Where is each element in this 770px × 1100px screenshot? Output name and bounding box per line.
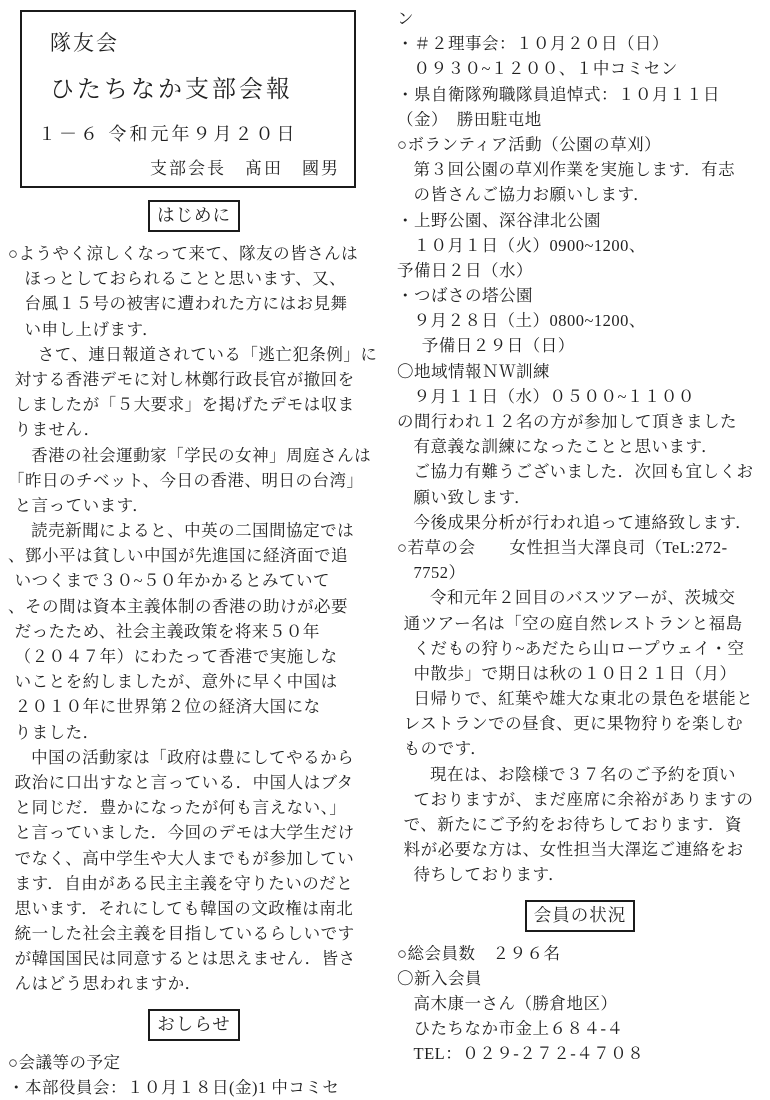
text-line: の皆さんご協力お願いします． [413, 185, 651, 205]
text-line: 7752） [413, 563, 466, 583]
text-line: 統一した社会主義を目指しているらしいです [14, 924, 355, 944]
text-line: ・つばさの塔公園 [397, 286, 533, 306]
text-line: いつくまで３０~５０年かかるとみていて [14, 571, 331, 591]
text-line: 〇地域情報ＮＷ訓練 [397, 361, 550, 381]
text-line: ひたちなか市金上６８４-４ [413, 1019, 624, 1039]
text-line: 思います．それにしても韓国の文政権は南北 [14, 898, 354, 918]
text-line: 政治に口出すなと言っている．中国人はブタ [14, 772, 354, 792]
text-line: だったため、社会主義政策を将来５０年 [14, 621, 320, 641]
text-line: ○総会員数 ２９６名 [397, 943, 561, 963]
text-line: 、その間は資本主義体制の香港の助けが必要 [8, 596, 348, 616]
masthead-box [20, 10, 356, 188]
text-line: ・本部役員会：１０月１８日(金)1 中コミセ [8, 1077, 340, 1097]
branch-president: 支部会長 髙田 國男 [150, 159, 340, 178]
intro-body [8, 241, 380, 997]
text-line: 願い致します． [413, 487, 532, 507]
text-line: 〇新入会員 [397, 968, 482, 988]
text-line: の間行われ１２名の方が参加して頂きました [397, 412, 737, 431]
text-line: 読売新聞によると、中英の二国間協定では [31, 521, 355, 541]
text-line: ・＃２理事会：１０月２０日（日） [397, 34, 669, 54]
section-heading-wrap-members [397, 900, 763, 932]
text-line: 有意義な訓練になったことと思います． [413, 437, 719, 457]
text-line: ・県自衛隊殉職隊員追悼式：１０月１１日 [397, 84, 720, 104]
section-heading-wrap-notices [8, 1009, 380, 1041]
left-column [8, 0, 380, 1100]
text-line: 中散歩」で期日は秋の１０日２１日（月） [413, 663, 737, 683]
text-line: ２０１０年に世界第２位の経済大国にな [14, 697, 321, 717]
text-line: りました． [14, 722, 100, 742]
text-line: 今後成果分析が行われ追って連絡致します． [413, 512, 753, 532]
text-line: ○会議等の予定 [8, 1052, 121, 1072]
text-line: ○ボランティア活動（公園の草刈） [397, 134, 662, 154]
text-line: 対する香港デモに対し林鄭行政長官が撤回を [14, 369, 355, 389]
section-heading-intro: はじめに [148, 200, 240, 232]
text-line: い申し上げます． [24, 319, 160, 339]
text-line: ものです． [403, 739, 488, 759]
text-line: 日帰りで、紅葉や雄大な東北の景色を堪能と [413, 689, 754, 709]
text-line: レストランでの昼食、更に果物狩りを楽しむ [403, 714, 744, 734]
text-line: 令和元年２回目のバスツアーが、茨城交 [430, 588, 736, 608]
issue-date: １－６ 令和元年９月２０日 [38, 124, 298, 144]
text-line: 香港の社会運動家「学民の女神」周庭さんは [31, 445, 372, 465]
text-line: んはどう思われますか． [14, 974, 202, 994]
text-line: さて、連日報道されている「逃亡犯条例」に [37, 344, 378, 364]
text-line: 高木康一さん（勝倉地区） [413, 993, 618, 1013]
organization-name: 隊友会 [50, 31, 119, 55]
text-line: ます．自由がある民主主義を守りたいのだと [14, 873, 354, 893]
members-body [397, 941, 763, 1067]
text-line: ン [397, 9, 414, 28]
text-line: くだもの狩り~あだたら山ロープウェイ・空 [413, 638, 745, 658]
newsletter-title: ひたちなか支部会報 [50, 77, 293, 103]
text-line: ておりますが、まだ座席に余裕がありますの [413, 789, 754, 809]
text-line: 現在は、お陰様で３７名のご予約を頂い [430, 764, 736, 784]
notices-body-left [8, 1050, 380, 1100]
text-line: でなく、高中学生や大人までもが参加してい [14, 848, 355, 868]
right-column [397, 0, 763, 1067]
text-line: 料が必要な方は、女性担当大澤迄ご連絡をお [403, 840, 744, 860]
text-line: 予備日２９日（日） [421, 336, 575, 356]
text-line: 予備日２日（水） [397, 260, 533, 280]
text-line: ほっとしておられることと思います、又、 [24, 269, 347, 289]
text-line: ご協力有難うございました．次回も宜しくお [413, 462, 754, 482]
text-line: りません． [14, 420, 101, 440]
section-heading-wrap-intro [8, 200, 380, 232]
section-heading-notices: おしらせ [148, 1009, 239, 1041]
text-line: と言っていました．今回のデモは大学生だけ [14, 823, 355, 843]
notices-body-right [397, 0, 763, 888]
text-line: ○ようやく涼しくなって来て、隊友の皆さんは [8, 244, 359, 263]
section-heading-members: 会員の状況 [525, 900, 636, 932]
text-line: と言っています． [14, 495, 150, 515]
text-line: １０月１日（火）0900~1200、 [413, 235, 646, 255]
text-line: 、鄧小平は貧しい中国が先進国に経済面で追 [8, 546, 348, 566]
text-line: ９月１１日（水）０５００~１１００ [413, 386, 695, 406]
text-line: 「昨日のチベット、今日の香港、明日の台湾」 [8, 470, 364, 490]
text-line: 中国の活動家は「政府は豊にしてやるから [31, 747, 355, 767]
text-line: ・上野公園、深谷津北公園 [397, 210, 601, 230]
text-line: ０９３０~１２００、１中コミセン [413, 59, 678, 79]
text-line: が韓国国民は同意するとは思えません．皆さ [14, 949, 356, 969]
text-line: 第３回公園の草刈作業を実施します．有志 [413, 160, 736, 180]
text-line: しましたが「５大要求」を掲げたデモは収ま [14, 395, 355, 415]
text-line: TEL：０２９-２７２-４７０８ [413, 1044, 645, 1064]
text-line: で、新たにご予約をお待ちしております．資 [403, 815, 742, 834]
text-line: いことを約しましたが、意外に早く中国は [14, 672, 338, 692]
text-line: ○若草の会 女性担当大澤良司（TeL:272- [397, 537, 728, 557]
text-line: 台風１５号の被害に遭われた方にはお見舞 [24, 294, 348, 314]
text-line: 待ちしております． [413, 865, 566, 885]
text-line: （金） 勝田駐屯地 [397, 109, 542, 129]
text-line: ９月２８日（土）0800~1200、 [413, 311, 646, 331]
text-line: （２０４７年）にわたって香港で実施しな [14, 647, 338, 666]
text-line: 通ツアー名は「空の庭自然レストランと福島 [403, 613, 743, 633]
text-line: と同じだ．豊かになったが何も言えない、」 [14, 798, 347, 818]
